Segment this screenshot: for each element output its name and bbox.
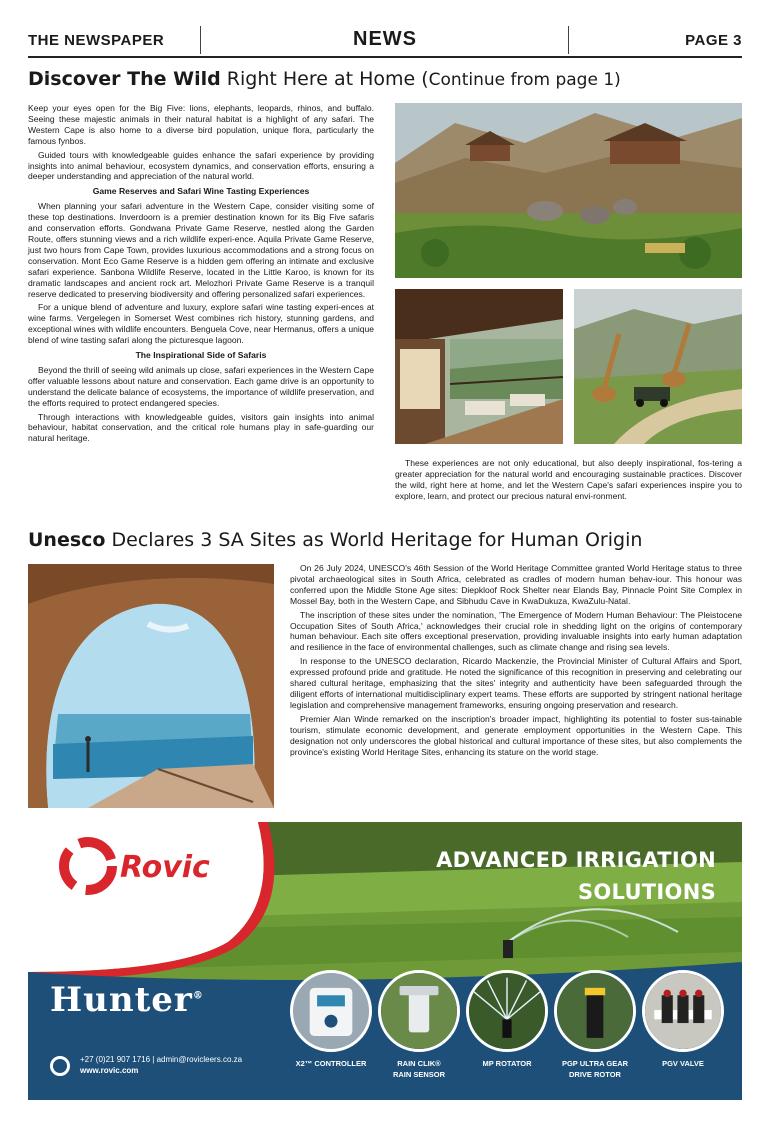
headline-bold: Unesco — [28, 529, 106, 551]
paragraph: For a unique blend of adventure and luxury, explore safari wine tasting experi-ences at wine farms. Vergelegen in Somerset West combines rich history, stunning gardens, and exceptional wines with wildlife encounters. Benguela Cove, near Hermanus, offers a unique blend of wine tasting safari along the picturesque lagoon. — [28, 302, 374, 346]
article1-conclusion — [395, 458, 742, 505]
product-line: X2™ CONTROLLER — [295, 1059, 367, 1068]
website-link[interactable]: www.rovic.com — [80, 1066, 139, 1075]
x2-controller-circle — [290, 970, 372, 1052]
rain-clik-circle — [378, 970, 460, 1052]
registered-mark: ® — [192, 990, 204, 1002]
paragraph: Beyond the thrill of seeing wild animals up close, safari experiences in the Western Cape offer valuable lessons about nature and conservation. Each game drive is an opportunity to understand the delicate balance of ecosystems, the importance of wildlife preservation, and the efforts required to protect endangered species. — [28, 364, 374, 408]
headline-continue: Continue from page 1) — [428, 70, 621, 90]
product-line: RAIN CLIK® — [397, 1059, 441, 1068]
paragraph: Premier Alan Winde remarked on the inscription's broader impact, highlighting its potential to foster sus-tainable tourism, stimulate economic development, and generate employment opportunities in the Western Cape. This designation not only underscores the global historical and cultural importance of these sites, but also complements the province's existing World Heritage Sites, enhancing its stature on the world stage. — [290, 713, 742, 757]
product-label — [462, 1058, 552, 1069]
article2-column — [290, 563, 742, 760]
product-line: DRIVE ROTOR — [569, 1070, 621, 1079]
headline-bold: Discover The Wild — [28, 68, 221, 90]
pgp-ultra-circle — [554, 970, 636, 1052]
headline-rest: Right Here at Home ( — [220, 68, 429, 90]
safari-lodge-elephants-photo — [395, 103, 742, 278]
section-title: NEWS — [353, 28, 417, 50]
header-divider — [568, 26, 569, 54]
ad-title-line: ADVANCED IRRIGATION — [436, 848, 716, 872]
product-label — [550, 1058, 640, 1080]
paragraph: Through interactions with knowledgeable guides, visitors gain insights into animal behaviour, habitat conservation, and the critical role humans play in safe-guarding our natural heritage. — [28, 411, 374, 444]
article2-headline — [28, 529, 642, 551]
hunter-logo — [50, 980, 204, 1020]
product-line: PGP ULTRA GEAR — [561, 1059, 629, 1068]
paragraph: The inscription of these sites under the nomination, 'The Emergence of Modern Human Behaviour: The Pleistocene Occupation Sites of South Africa,' acknowledges their crucial role in shedding light on the origins of contemporary human behaviour. Each site offers exceptional preservation, providing invaluable insights into early human adaptation and resilience in the face of environmental challenges, such as climate change and rising sea levels. — [290, 609, 742, 653]
article1-column — [28, 103, 374, 447]
paragraph: Keep your eyes open for the Big Five: lions, elephants, leopards, rhinos, and buffalo. Seeing these majestic animals in their natural habitat is a highlight of any safari. The Western Cape is also home to a diverse bird population, unique flora, particularly the famous fynbos. — [28, 103, 374, 146]
subheading: Game Reserves and Safari Wine Tasting Experiences — [92, 186, 310, 197]
giraffes-safari-photo — [574, 289, 742, 444]
product-label — [638, 1058, 728, 1069]
hunter-wordmark: Hunter — [50, 980, 193, 1020]
product-label — [374, 1058, 464, 1080]
phone-email[interactable]: +27 (0)21 907 1716 | admin@rovicleers.co.za — [80, 1055, 243, 1064]
paragraph: On 26 July 2024, UNESCO's 46th Session of the World Heritage Committee granted World Heritage status to three pivotal archaeological sites in South Africa, celebrated as cradles of modern human behav-iour. This honour was conferred upon the Middle Stone Age sites: Diepkloof Rock Shelter near Elands Bay, Pinnacle Point Site Complex in Mossel Bay, both in the Western Cape, and Sibhudu Cave in KwaDukuza, KwaZulu-Natal. — [290, 563, 742, 606]
rovic-small-icon — [50, 1056, 70, 1076]
paragraph: Guided tours with knowledgeable guides enhance the safari experience by providing insights into animal behaviour, ecosystem dynamics, and conservation efforts, ensuring a deeper understanding and appreciation of the natural world. — [28, 149, 374, 182]
product-line: MP ROTATOR — [482, 1059, 532, 1068]
product-label — [286, 1058, 376, 1069]
subheading: The Inspirational Side of Safaris — [135, 350, 267, 361]
contact-info — [80, 1054, 242, 1076]
ad-title — [436, 844, 716, 908]
ad-title-line: SOLUTIONS — [577, 880, 716, 904]
page-number: PAGE 3 — [685, 32, 742, 49]
masthead — [28, 26, 742, 58]
sea-cave-photo — [28, 564, 274, 808]
paragraph: These experiences are not only educational, but also deeply inspirational, fos-tering a greater appreciation for the natural world and encouraging sustainable practices. Discover the wild, right here at home, and let the Western Cape's safari experiences inspire you to explore, learn, and protect our precious natural envi-ronment. — [395, 458, 742, 501]
rovic-advertisement — [28, 822, 742, 1100]
rovic-logo: Rovic — [120, 850, 210, 885]
article1-headline — [28, 68, 621, 90]
product-line: RAIN SENSOR — [392, 1070, 446, 1079]
paragraph: In response to the UNESCO declaration, Ricardo Mackenzie, the Provincial Minister of Cultural Affairs and Sport, expressed profound pride and gratitude. He noted the significance of this recognition in preserving and celebrating our shared cultural heritage, emphasizing that the sites' integrity and authenticity have been safeguarded through the diligent efforts of international multidisciplinary expert teams. These efforts are supported by stringent national heritage legislation and comprehensive management frameworks, ensuring ongoing preservation and research. — [290, 656, 742, 710]
pgv-valve-circle — [642, 970, 724, 1052]
mp-rotator-circle — [466, 970, 548, 1052]
product-line: PGV VALVE — [662, 1059, 704, 1068]
lodge-deck-photo — [395, 289, 563, 444]
newspaper-name: THE NEWSPAPER — [28, 32, 165, 49]
headline-rest: Declares 3 SA Sites as World Heritage for Human Origin — [105, 529, 643, 551]
paragraph: When planning your safari adventure in the Western Cape, consider visiting some of these top destinations. Inverdoorn is a premier destination known for its Big Five safaris and conservation efforts. Gondwana Private Game Reserve, nestled along the Garden Route, offers stunning views and a rich wildlife experi-ence. Aquila Private Game Reserve, just two hours from Cape Town, provides luxurious accommodations and a strong focus on conservation. Mont Eco Game Reserve is a hidden gem offering an intimate and exclusive safari experience. Sanbona Wildlife Reserve, located in the Little Karoo, is known for its dramatic landscapes and ancient rock art. Melozhori Private Game Reserve is a tranquil reserve dedicated to preserving biodiversity and offering personalized safari experiences. — [28, 201, 374, 299]
